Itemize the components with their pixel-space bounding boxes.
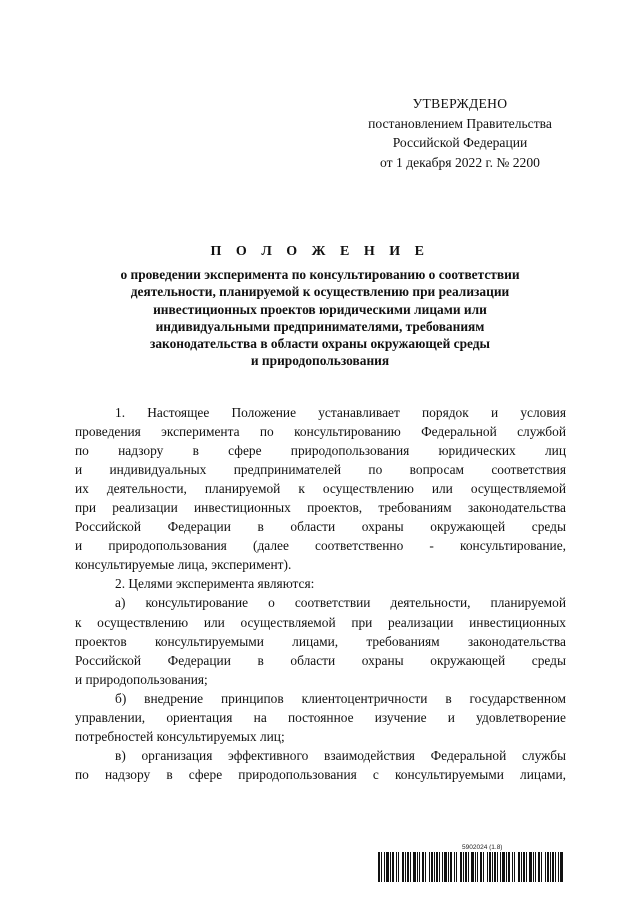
- approval-block: [340, 94, 580, 172]
- subtitle-line: индивидуальными предпринимателями, требованиям: [155, 318, 485, 334]
- item-a-line: к осуществлению или осуществляемой при реализации инвестиционных: [75, 614, 566, 630]
- paragraph-1-line: по надзору в сфере природопользования юридических лиц: [75, 443, 566, 459]
- item-c-line: в) организация эффективного взаимодействия Федеральной службы: [115, 747, 566, 763]
- paragraph-1-line: и индивидуальных предпринимателей по вопросам соответствия: [75, 462, 566, 478]
- paragraph-1-line: Российской Федерации в области охраны окружающей среды: [75, 519, 566, 535]
- document-title: П О Л О Ж Е Н И Е: [210, 244, 430, 259]
- approval-line-2: Российской Федерации: [392, 135, 528, 150]
- paragraph-2-line: 2. Целями эксперимента являются:: [115, 576, 315, 592]
- paragraph-1-line: 1. Настоящее Положение устанавливает порядок и условия: [115, 405, 566, 420]
- item-b-line: б) внедрение принципов клиентоцентричности в государственном: [115, 690, 566, 706]
- item-a-line: а) консультирование о соответствии деятельности, планируемой: [115, 595, 566, 611]
- item-a-line: проектов консультируемыми лицами, требованиям законодательства: [75, 633, 566, 649]
- subtitle-line: инвестиционных проектов юридическими лицами или: [153, 301, 487, 317]
- paragraph-1-line: их деятельности, планируемой к осуществлению или осуществляемой: [75, 481, 566, 497]
- item-a-line: Российской Федерации в области охраны окружающей среды: [75, 652, 566, 668]
- item-b-line: потребностей консультируемых лиц;: [75, 728, 285, 744]
- paragraph-1-line: проведения эксперимента по консультированию Федеральной службой: [75, 424, 566, 440]
- approval-line-1: постановлением Правительства: [368, 115, 552, 131]
- paragraph-1-line: при реализации инвестиционных проектов, требованиям законодательства: [75, 500, 566, 516]
- document-body: [75, 403, 566, 784]
- subtitle-line: и природопользования: [250, 353, 390, 369]
- paragraph-1-line: консультируемые лица, эксперимент).: [75, 557, 292, 573]
- barcode-label: 5902024 (1.8): [462, 844, 503, 851]
- item-c-line: по надзору в сфере природопользования с консультируемыми лицами,: [75, 766, 566, 782]
- paragraph-1-line: и природопользования (далее соответственно - консультирование,: [75, 538, 566, 554]
- item-b-line: управлении, ориентация на постоянное изучение и удовлетворение: [75, 709, 566, 725]
- subtitle-line: деятельности, планируемой к осуществлению при реализации: [130, 284, 510, 300]
- item-a-line: и природопользования;: [75, 671, 208, 687]
- approval-line-3: от 1 декабря 2022 г. № 2200: [380, 154, 540, 170]
- subtitle-line: законодательства в области охраны окружающей среды: [149, 336, 491, 352]
- approval-stamp: УТВЕРЖДЕНО: [412, 96, 508, 111]
- document-subtitle: [60, 266, 580, 370]
- barcode-icon: [378, 852, 564, 882]
- subtitle-line: о проведении эксперимента по консультированию о соответствии: [120, 267, 520, 282]
